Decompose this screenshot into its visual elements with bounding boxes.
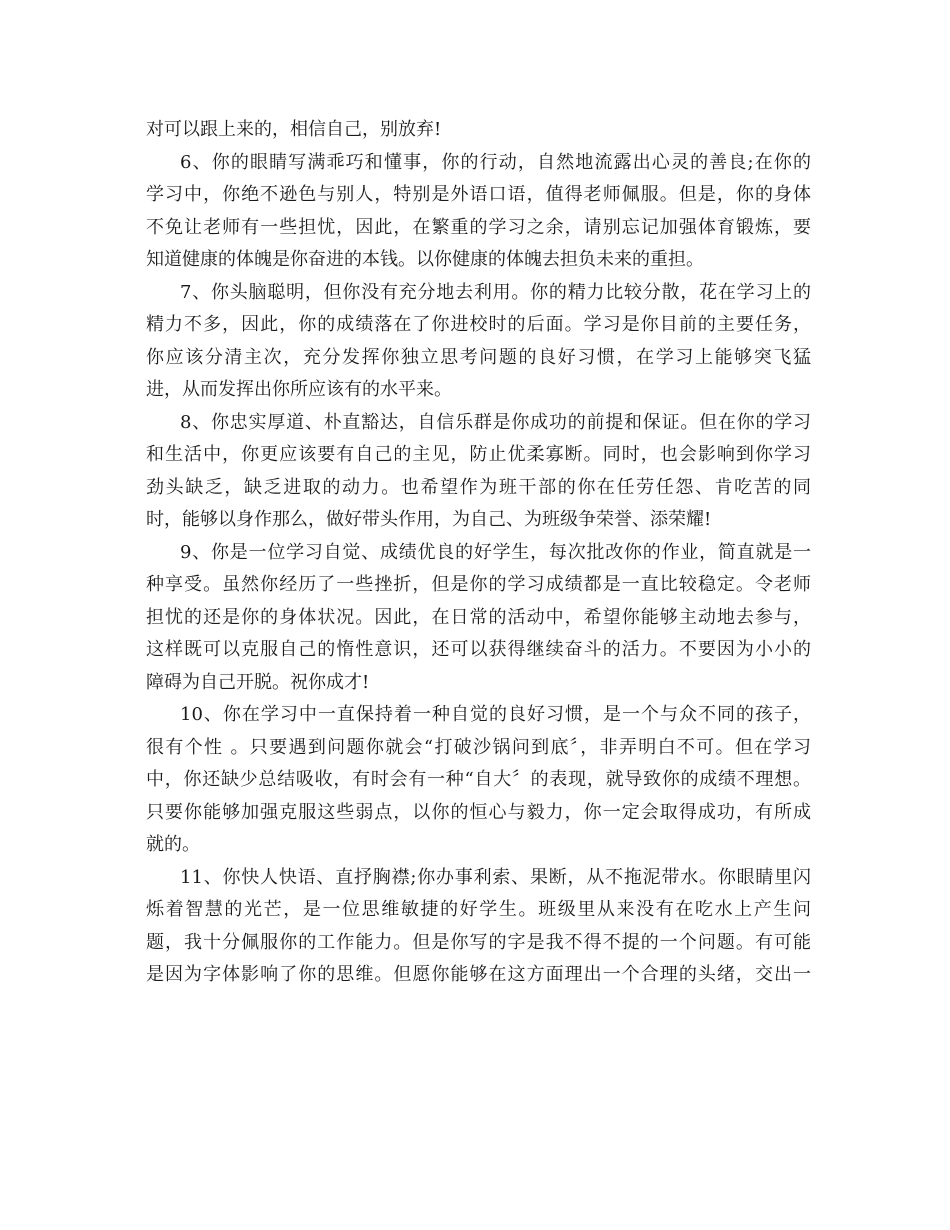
- text-line: 6、你的眼睛写满乖巧和懂事，你的行动，自然地流露出心灵的善良;在你的: [180, 151, 811, 173]
- text-line: 题，我十分佩服你的工作能力。但是你写的字是我不得不提的一个问题。有可能: [146, 931, 811, 953]
- text-line: 9、你是一位学习自觉、成绩优良的好学生，每次批改你的作业，简直就是一: [180, 541, 811, 563]
- text-line: 担忧的还是你的身体状况。因此，在日常的活动中，希望你能够主动地去参与，: [146, 606, 811, 628]
- text-line: 对可以跟上来的，相信自己，别放弃!: [146, 119, 442, 140]
- text-line: 很有个性 。只要遇到问题你就会“打破沙锅问到底〞，非弄明白不可。但在学习: [146, 736, 811, 758]
- text-line: 中，你还缺少总结吸收，有时会有一种“自大〞的表现，就导致你的成绩不理想。: [146, 769, 811, 790]
- text-line: 这样既可以克服自己的惰性意识，还可以获得继续奋斗的活力。不要因为小小的: [146, 639, 811, 660]
- text-line: 烁着智慧的光芒，是一位思维敏捷的好学生。班级里从来没有在吃水上产生问: [146, 899, 811, 920]
- text-line: 种享受。虽然你经历了一些挫折，但是你的学习成绩都是一直比较稳定。令老师: [146, 574, 811, 595]
- text-line: 知道健康的体魄是你奋进的本钱。以你健康的体魄去担负未来的重担。: [146, 249, 704, 270]
- text-line: 只要你能够加强克服这些弱点，以你的恒心与毅力，你一定会取得成功，有所成: [146, 801, 811, 823]
- text-line: 11、你快人快语、直抒胸襟;你办事利索、果断，从不拖泥带水。你眼睛里闪: [180, 866, 811, 888]
- text-line: 是因为字体影响了你的思维。但愿你能够在这方面理出一个合理的头绪，交出一: [146, 964, 811, 985]
- text-line: 时，能够以身作那么，做好带头作用，为自己、为班级争荣誉、添荣耀!: [146, 509, 712, 530]
- text-line: 精力不多，因此，你的成绩落在了你进校时的后面。学习是你目前的主要任务，: [146, 314, 811, 335]
- text-line: 你应该分清主次，充分发挥你独立思考问题的良好习惯，在学习上能够突飞猛: [146, 346, 811, 368]
- text-line: 劲头缺乏，缺乏进取的动力。也希望作为班干部的你在任劳任怨、肯吃苦的同: [146, 476, 811, 498]
- text-line: 学习中，你绝不逊色与别人，特别是外语口语，值得老师佩服。但是，你的身体: [146, 184, 811, 205]
- text-line: 就的。: [146, 834, 200, 855]
- text-line: 10、你在学习中一直保持着一种自觉的良好习惯，是一个与众不同的孩子，: [180, 704, 811, 725]
- text-line: 进，从而发挥出你所应该有的水平来。: [146, 379, 452, 400]
- text-line: 不免让老师有一些担忧，因此，在繁重的学习之余，请别忘记加强体育锻炼，要: [146, 216, 811, 238]
- text-line: 8、你忠实厚道、朴直豁达，自信乐群是你成功的前提和保证。但在你的学习: [180, 411, 811, 433]
- document-body: [146, 114, 811, 992]
- text-line: 7、你头脑聪明，但你没有充分地去利用。你的精力比较分散，花在学习上的: [180, 281, 811, 303]
- text-line: 障碍为自己开脱。祝你成才!: [146, 671, 370, 693]
- text-line: 和生活中，你更应该要有自己的主见，防止优柔寡断。同时，也会影响到你学习: [146, 444, 811, 465]
